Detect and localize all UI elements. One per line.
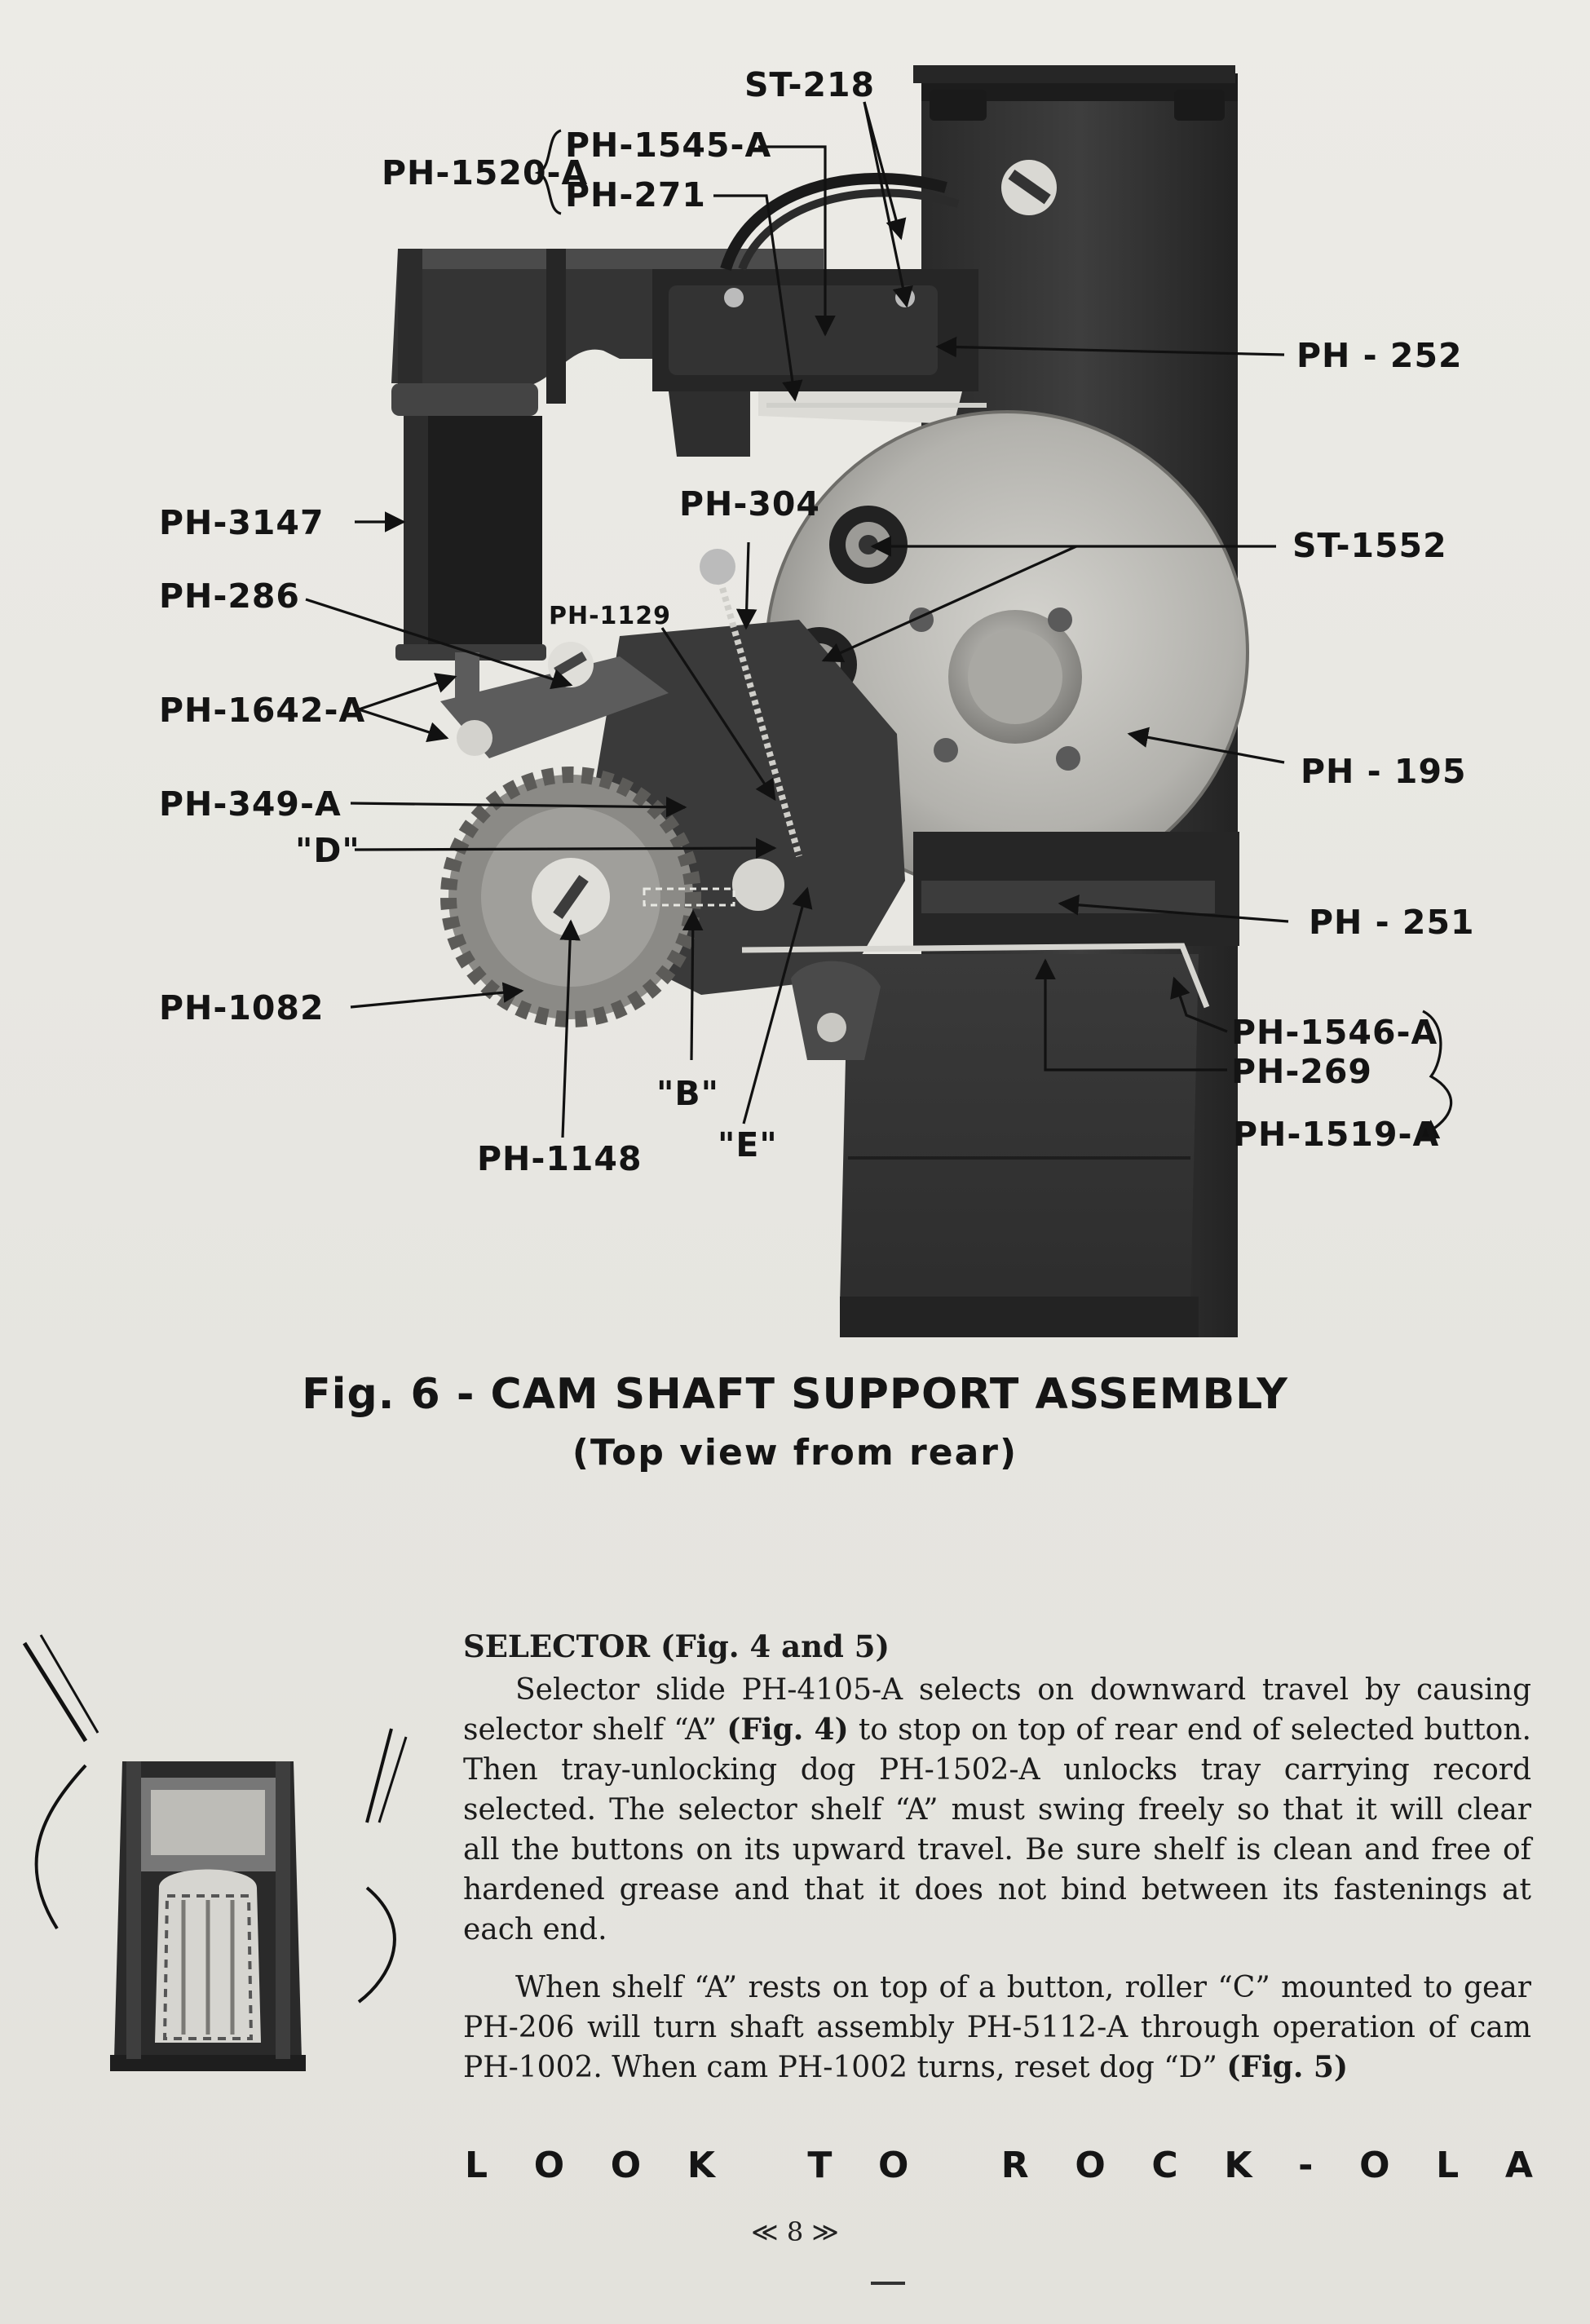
paragraph-1: [463, 1670, 1531, 1950]
callout-ph1148: PH-1148: [477, 1139, 643, 1178]
footer-letter: -: [1298, 2145, 1314, 2186]
callout-st218: ST-218: [744, 65, 876, 104]
solenoid-coil: [391, 383, 546, 709]
page-mark: [871, 2282, 905, 2285]
footer-letter: K: [1224, 2145, 1252, 2186]
section-heading: [463, 1627, 1531, 1667]
paragraph-1-text-b: to stop on top of rear end of selected button. Then tray-unlocking dog PH-1502-A unlocks tray carrying record selected. The selector shelf “A” must swing freely so that it will clear all the buttons on its upward travel. Be sure shelf is clean and free of hardened grease and that it does not bind between its fastenings at each end.: [463, 1713, 1531, 1946]
section-figure-ref: (Fig. 4 and 5): [660, 1628, 890, 1664]
footer-letter: O: [878, 2145, 909, 2186]
callout-ph1545a: PH-1545-A: [565, 126, 772, 165]
footer-letter: O: [1359, 2145, 1390, 2186]
callout-st1552: ST-1552: [1292, 526, 1447, 565]
paragraph-2-fig-ref: (Fig. 5): [1226, 2050, 1348, 2084]
footer-letter: L: [1436, 2145, 1460, 2186]
footer-letter: O: [533, 2145, 565, 2186]
jukebox-illustration: [8, 1619, 448, 2092]
lower-plate: [840, 954, 1199, 1337]
callout-ph269: PH-269: [1231, 1052, 1372, 1091]
footer-letter: L: [465, 2145, 488, 2186]
callout-e: "E": [718, 1125, 778, 1164]
figure-caption-subtitle: (Top view from rear): [572, 1432, 1018, 1473]
figure-caption-title: Fig. 6 - CAM SHAFT SUPPORT ASSEMBLY: [302, 1370, 1288, 1419]
callout-ph304: PH-304: [679, 484, 820, 524]
callout-ph1082: PH-1082: [159, 988, 325, 1027]
callout-ph1520a: PH-1520-A: [382, 153, 589, 192]
footer-letter: O: [610, 2145, 642, 2186]
section-title: SELECTOR: [463, 1628, 651, 1664]
footer-letter: K: [687, 2145, 715, 2186]
paragraph-1-fig-ref: (Fig. 4): [727, 1712, 849, 1747]
callout-ph251: PH - 251: [1309, 903, 1475, 942]
footer-letter: R: [1000, 2145, 1029, 2186]
page-number: ≪ 8 ≫: [751, 2216, 839, 2247]
callout-ph1546a: PH-1546-A: [1231, 1013, 1438, 1052]
paragraph-1-text-a: Selector slide PH-4105-A selects on downward travel by causing selector shelf “A”: [463, 1673, 1531, 1747]
jukebox-cabinet: [110, 1761, 306, 2071]
selector-section: [463, 1627, 1531, 2105]
paragraph-2-text: When shelf “A” rests on top of a button, roller “C” mounted to gear PH-206 will turn shaft assembly PH-5112-A through operation of cam PH-1002. When cam PH-1002 turns, reset dog “D”: [463, 1971, 1531, 2084]
callout-ph271: PH-271: [565, 175, 706, 214]
footer-letter: C: [1151, 2145, 1178, 2186]
callout-d: "D": [295, 831, 360, 870]
footer-letter: O: [1075, 2145, 1106, 2186]
callout-ph286: PH-286: [159, 577, 300, 616]
callout-ph1519a: PH-1519-A: [1233, 1115, 1440, 1154]
footer-letter: T: [807, 2145, 833, 2186]
callout-ph349a: PH-349-A: [159, 784, 342, 824]
paragraph-2: [463, 1968, 1531, 2088]
footer-banner: [465, 2145, 1533, 2186]
callout-b: "B": [656, 1074, 719, 1113]
footer-letter: A: [1504, 2145, 1533, 2186]
callout-ph1129: PH-1129: [549, 602, 672, 630]
callout-ph252: PH - 252: [1296, 336, 1463, 375]
callout-ph1642a: PH-1642-A: [159, 691, 366, 730]
callout-ph3147: PH-3147: [159, 503, 325, 542]
ratchet-gear: [448, 775, 693, 1019]
callout-ph195: PH - 195: [1301, 752, 1467, 791]
